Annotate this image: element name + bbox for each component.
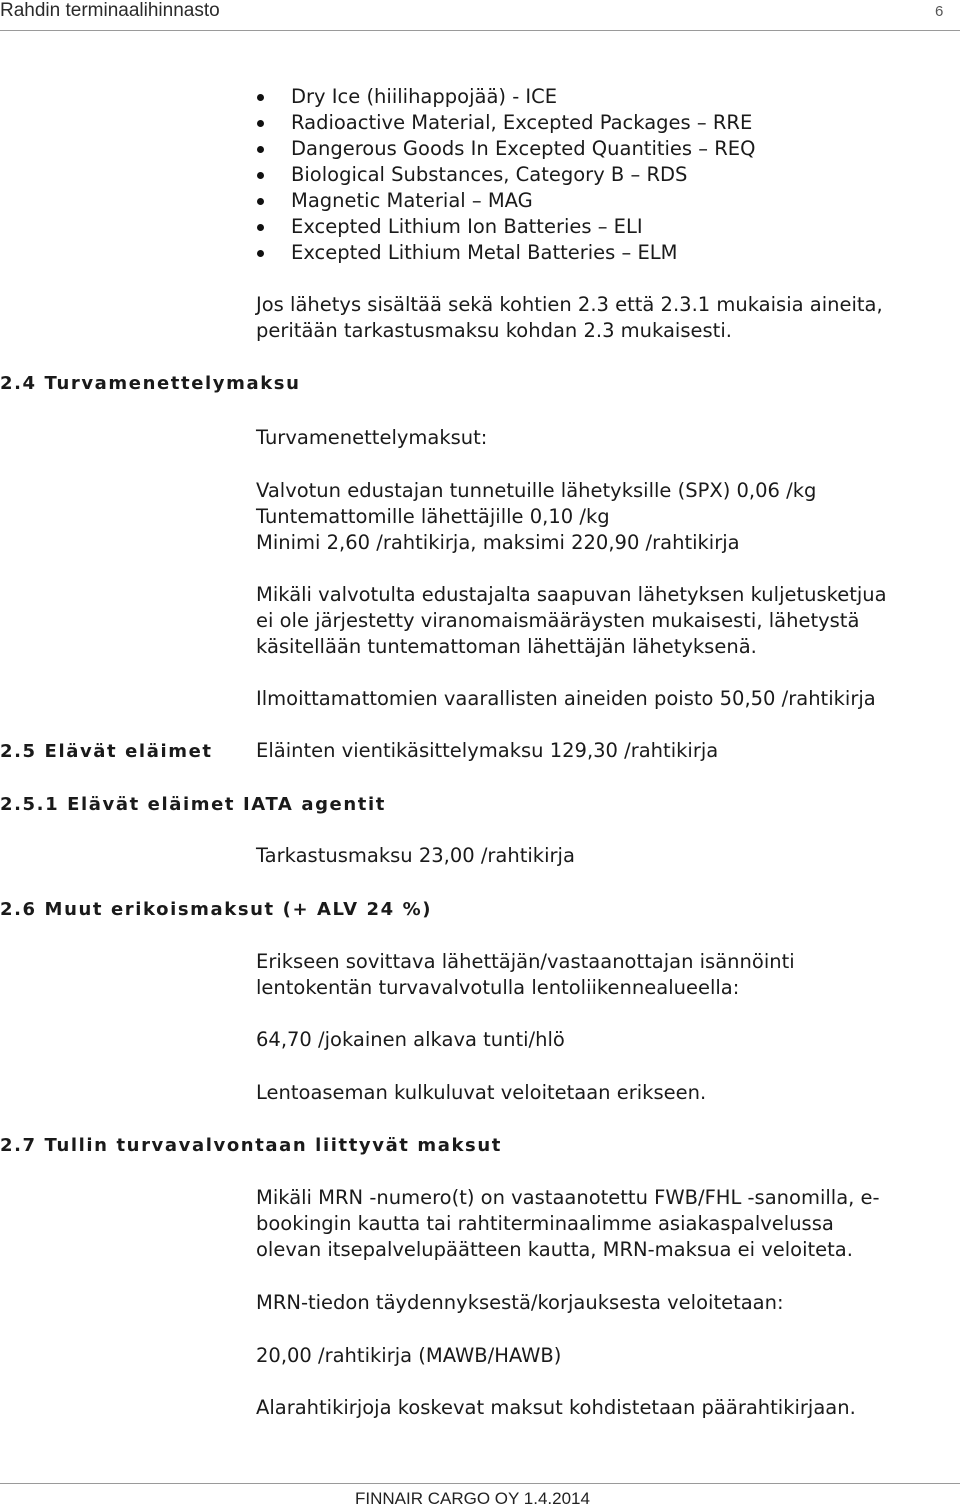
escort-hourly-rate: 64,70 /jokainen alkava tunti/hlö — [256, 1028, 565, 1051]
escort-desc-line2: lentokentän turvavalvotulla lentoliikennealueella: — [256, 976, 740, 999]
list-item: Biological Substances, Category B – RDS — [291, 163, 688, 186]
document-header-title: Rahdin terminaalihinnasto — [0, 0, 220, 21]
dangerous-goods-removal-fee: Ilmoittamattomien vaarallisten aineiden poisto 50,50 /rahtikirja — [256, 687, 876, 710]
combined-contents-note-line1: Jos lähetys sisältää sekä kohtien 2.3 että 2.3.1 mukaisia aineita, — [256, 293, 883, 316]
bullet-icon — [257, 172, 264, 179]
mrn-para-line3: olevan itsepalvelupäätteen kautta, MRN-maksua ei veloiteta. — [256, 1238, 853, 1261]
section-heading-2-4: 2.4 Turvamenettelymaksu — [0, 373, 301, 394]
live-animals-export-fee: Eläinten vientikäsittelymaksu 129,30 /rahtikirja — [256, 739, 719, 762]
mrn-correction-label: MRN-tiedon täydennyksestä/korjauksesta veloitetaan: — [256, 1291, 784, 1314]
mrn-correction-fee: 20,00 /rahtikirja (MAWB/HAWB) — [256, 1344, 562, 1367]
header-divider — [0, 30, 960, 31]
bullet-icon — [257, 146, 264, 153]
fee-min-max: Minimi 2,60 /rahtikirja, maksimi 220,90 /rahtikirja — [256, 531, 740, 554]
supply-chain-note-line2: ei ole järjestetty viranomaismääräysten mukaisesti, lähetystä — [256, 609, 860, 632]
bullet-icon — [257, 250, 264, 257]
section-heading-2-6: 2.6 Muut erikoismaksut (+ ALV 24 %) — [0, 899, 433, 920]
list-item: Excepted Lithium Metal Batteries – ELM — [291, 241, 678, 264]
security-fees-subtitle: Turvamenettelymaksut: — [256, 426, 488, 449]
list-item: Excepted Lithium Ion Batteries – ELI — [291, 215, 643, 238]
section-heading-2-5: 2.5 Elävät eläimet — [0, 741, 213, 762]
inspection-fee: Tarkastusmaksu 23,00 /rahtikirja — [256, 844, 575, 867]
escort-desc-line1: Erikseen sovittava lähettäjän/vastaanottajan isännöinti — [256, 950, 795, 973]
supply-chain-note-line1: Mikäli valvotulta edustajalta saapuvan lähetyksen kuljetusketjua — [256, 583, 887, 606]
combined-contents-note-line2: peritään tarkastusmaksu kohdan 2.3 mukaisesti. — [256, 319, 732, 342]
supply-chain-note-line3: käsitellään tuntemattoman lähettäjän lähetyksenä. — [256, 635, 757, 658]
section-heading-2-7: 2.7 Tullin turvavalvontaan liittyvät maksut — [0, 1135, 502, 1156]
mrn-para-line1: Mikäli MRN -numero(t) on vastaanotettu FWB/FHL -sanomilla, e- — [256, 1186, 880, 1209]
sub-waybill-note: Alarahtikirjoja koskevat maksut kohdistetaan päärahtikirjaan. — [256, 1396, 856, 1419]
fee-unknown-shippers: Tuntemattomille lähettäjille 0,10 /kg — [256, 505, 610, 528]
bullet-icon — [257, 120, 264, 127]
mrn-para-line2: bookingin kautta tai rahtiterminaalimme asiakaspalvelussa — [256, 1212, 834, 1235]
footer-divider — [0, 1483, 960, 1484]
page-number: 6 — [935, 3, 944, 20]
list-item: Radioactive Material, Excepted Packages – RRE — [291, 111, 753, 134]
fee-known-consignments: Valvotun edustajan tunnetuille lähetyksille (SPX) 0,06 /kg — [256, 479, 817, 502]
list-item: Dangerous Goods In Excepted Quantities – REQ — [291, 137, 756, 160]
document-footer: FINNAIR CARGO OY 1.4.2014 — [355, 1489, 590, 1508]
airport-pass-note: Lentoaseman kulkuluvat veloitetaan erikseen. — [256, 1081, 707, 1104]
bullet-icon — [257, 224, 264, 231]
list-item: Dry Ice (hiilihappojää) - ICE — [291, 85, 558, 108]
bullet-icon — [257, 198, 264, 205]
bullet-icon — [257, 94, 264, 101]
list-item: Magnetic Material – MAG — [291, 189, 533, 212]
section-heading-2-5-1: 2.5.1 Elävät eläimet IATA agentit — [0, 794, 386, 815]
